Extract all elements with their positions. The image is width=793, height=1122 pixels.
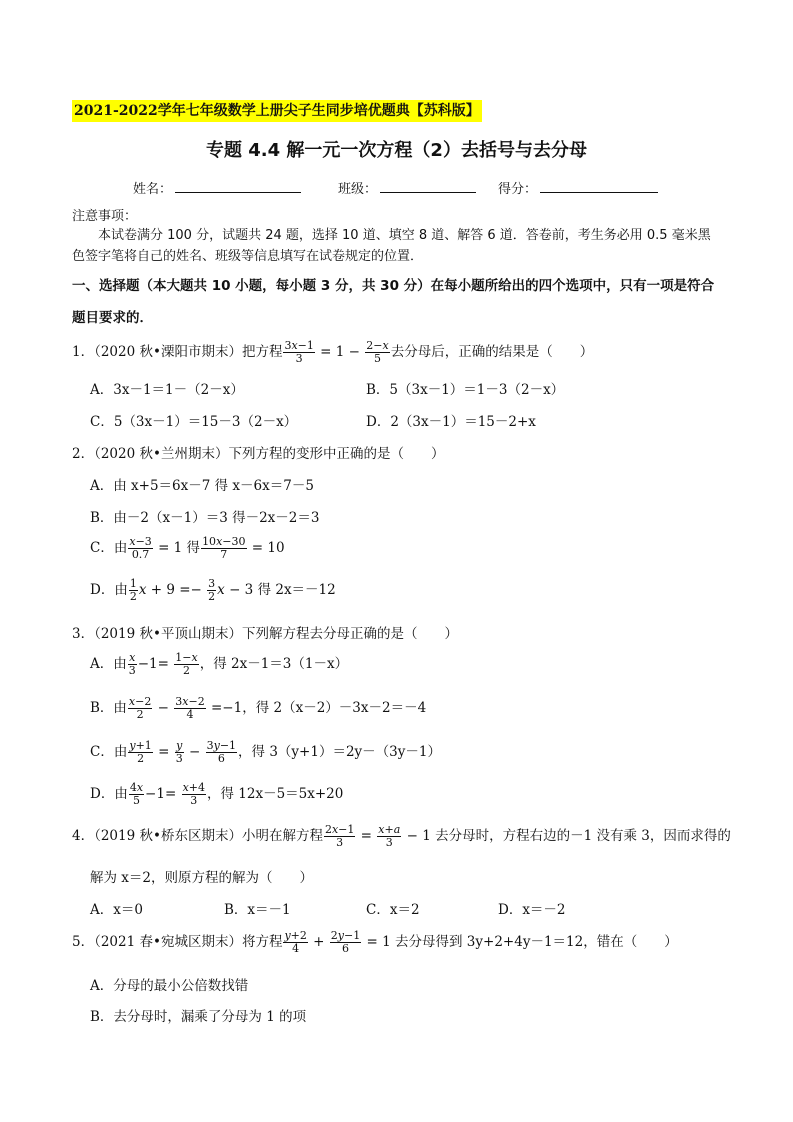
q2-option-c[interactable]: C．由 $\frac{x-3}{0.7}$ = 1 得 $\frac{10x-30}{7}$ = 10 xyxy=(90,535,285,561)
fraction: $\frac{3x-1}{3}$ xyxy=(284,339,314,365)
question-3-stem: 3．（2019 秋•平顶山期末）下列解方程去分母正确的是（ ） xyxy=(72,626,458,642)
fraction: $\frac{y+2}{4}$ xyxy=(284,929,307,955)
fraction: $\frac{x}{3}$ xyxy=(128,651,136,677)
fraction: $\frac{x-2}{2}$ xyxy=(128,695,152,721)
fraction: $\frac{x-3}{0.7}$ xyxy=(129,535,152,561)
name-label: 姓名： xyxy=(133,182,173,197)
q4-option-a[interactable]: A．x＝0 xyxy=(90,902,143,918)
name-blank[interactable] xyxy=(175,192,301,193)
fraction: $\frac{y+1}{2}$ xyxy=(129,739,152,765)
fraction: $\frac{2x-1}{3}$ xyxy=(324,823,355,849)
question-4-stem-line2: 解为 x＝2，则原方程的解为（ ） xyxy=(90,870,313,886)
q4-option-d[interactable]: D．x＝－2 xyxy=(498,902,566,918)
q5-option-a[interactable]: A．分母的最小公倍数找错 xyxy=(90,978,249,994)
fraction: $\frac{y}{3}$ xyxy=(175,739,183,765)
fraction: $\frac{2-x}{5}$ xyxy=(366,339,389,365)
q3-option-d[interactable]: D．由 $\frac{4x}{5}$ −1= $\frac{x+4}{3}$ ，得 12x－5＝5x+20 xyxy=(90,781,344,807)
question-4-stem: 4．（2019 秋•桥东区期末）小明在解方程 $\frac{2x-1}{3}$ = $\frac{x+a}{3}$ − 1 去分母时，方程右边的－1 没有乘 3，因而求得的 xyxy=(72,823,731,849)
class-blank[interactable] xyxy=(380,192,476,193)
q3-option-c[interactable]: C．由 $\frac{y+1}{2}$ = $\frac{y}{3}$ − $\frac{3y-1}{6}$ ，得 3（y+1）＝2y－（3y－1） xyxy=(90,739,441,765)
score-label: 得分： xyxy=(498,182,538,197)
fraction: $\frac{2y-1}{6}$ xyxy=(330,929,361,955)
q1-option-b[interactable]: B．5（3x－1）＝1－3（2－x） xyxy=(366,382,565,398)
q3-option-b[interactable]: B．由 $\frac{x-2}{2}$ − $\frac{3x-2}{4}$ =−1，得 2（x－2）－3x－2＝－4 xyxy=(90,695,427,721)
class-label: 班级： xyxy=(338,182,378,197)
fraction: $\frac{3y-1}{6}$ xyxy=(206,739,237,765)
q2-option-a[interactable]: A．由 x+5＝6x－7 得 x－6x＝7－5 xyxy=(90,478,314,494)
question-2-stem: 2．（2020 秋•兰州期末）下列方程的变形中正确的是（ ） xyxy=(72,446,445,462)
fraction: $\frac{3x-2}{4}$ xyxy=(175,695,205,721)
score-blank[interactable] xyxy=(540,192,658,193)
q1-option-a[interactable]: A．3x－1＝1－（2－x） xyxy=(90,382,244,398)
q1-option-c[interactable]: C．5（3x－1）＝15－3（2－x） xyxy=(90,414,298,430)
q2-option-d[interactable]: D．由 $\frac{1}{2}$ x + 9 =− $\frac{3}{2}$ x − 3 得 2x＝－12 xyxy=(90,577,336,603)
q4-option-c[interactable]: C．x＝2 xyxy=(366,902,420,918)
question-1-stem: 1．（2020 秋•溧阳市期末）把方程 $\frac{3x-1}{3}$ = 1 − $\frac{2-x}{5}$ 去分母后，正确的结果是（ ） xyxy=(72,339,594,365)
q1-option-d[interactable]: D．2（3x－1）＝15－2+x xyxy=(366,414,536,430)
series-banner: 2021-2022学年七年级数学上册尖子生同步培优题典【苏科版】 xyxy=(72,100,482,122)
fraction: $\frac{3}{2}$ xyxy=(208,577,216,603)
q2-option-b[interactable]: B．由－2（x－1）＝3 得－2x－2＝3 xyxy=(90,510,320,526)
q4-option-b[interactable]: B．x＝－1 xyxy=(224,902,291,918)
fraction: $\frac{10x-30}{7}$ xyxy=(202,535,246,561)
fraction: $\frac{x+a}{3}$ xyxy=(378,823,401,849)
fraction: $\frac{1}{2}$ xyxy=(129,577,137,603)
page-title: 专题 4.4 解一元一次方程（2）去括号与去分母 xyxy=(206,140,587,161)
q3-option-a[interactable]: A．由 $\frac{x}{3}$ −1= $\frac{1-x}{2}$ ，得 2x－1＝3（1－x） xyxy=(90,651,349,677)
section-heading: 一、选择题（本大题共 10 小题，每小题 3 分，共 30 分）在每小题所给出的四个选项中，只有一项是符合题目要求的． xyxy=(72,278,715,326)
q5-option-b[interactable]: B．去分母时，漏乘了分母为 1 的项 xyxy=(90,1009,307,1025)
fraction: $\frac{x+4}{3}$ xyxy=(182,781,205,807)
fraction: $\frac{1-x}{2}$ xyxy=(175,651,198,677)
question-5-stem: 5．（2021 春•宛城区期末）将方程 $\frac{y+2}{4}$ + $\frac{2y-1}{6}$ = 1 去分母得到 3y+2+4y－1＝12，错在（ ） xyxy=(72,929,678,955)
notice-heading: 注意事项： xyxy=(72,209,138,224)
fraction: $\frac{4x}{5}$ xyxy=(129,781,144,807)
notice-body: 本试卷满分 100 分，试题共 24 题，选择 10 道、填空 8 道、解答 6 道．答卷前，考生务必用 0.5 毫米黑色签字笔将自己的姓名、班级等信息填写在试卷规定的位置． xyxy=(72,228,711,264)
